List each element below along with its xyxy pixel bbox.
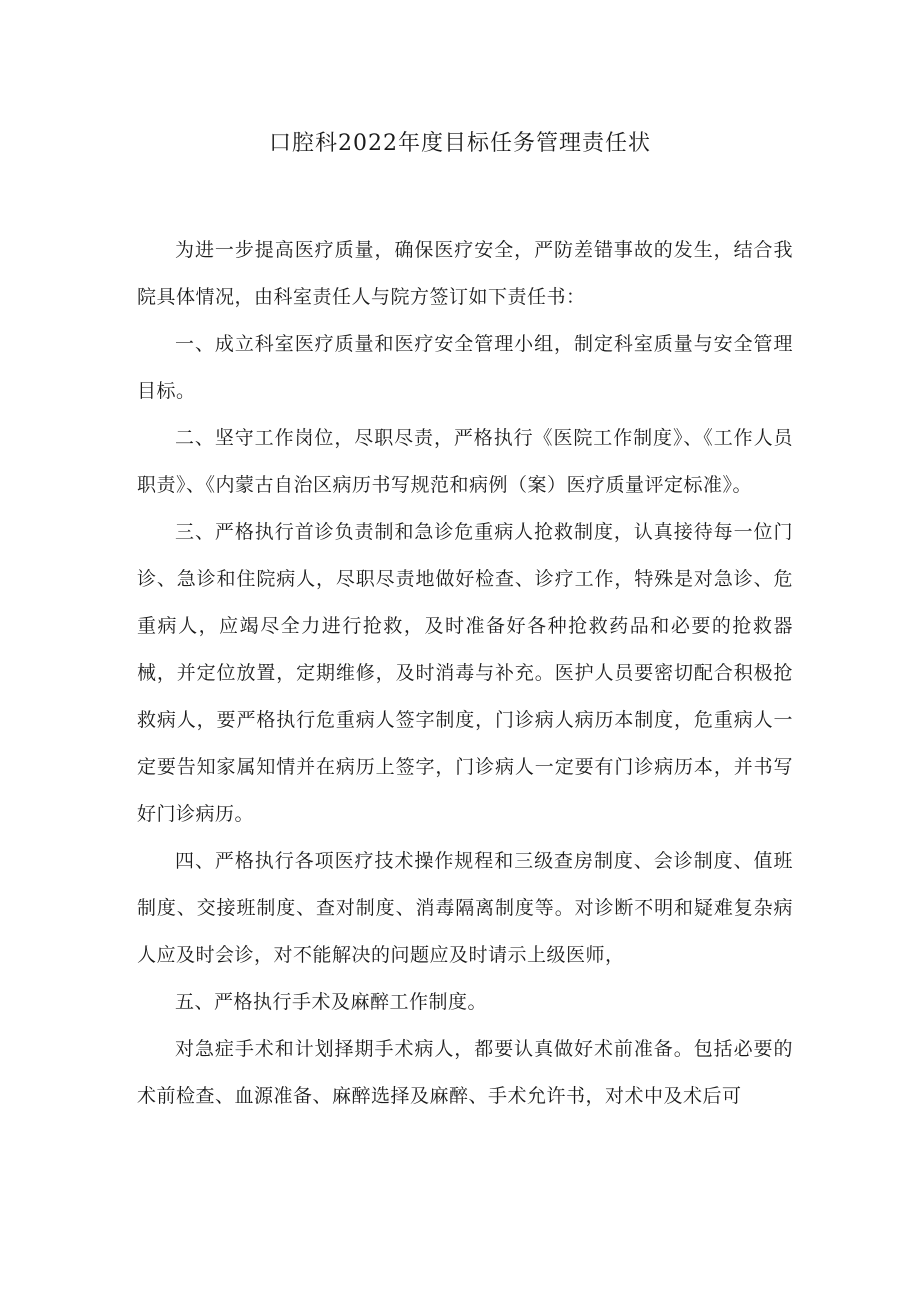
paragraph-intro: 为进一步提高医疗质量，确保医疗安全，严防差错事故的发生，结合我院具体情况，由科室责任人与院方签订如下责任书： xyxy=(137,239,793,308)
document-body xyxy=(137,227,793,1120)
paragraph-item-1: 一、成立科室医疗质量和医疗安全管理小组，制定科室质量与安全管理目标。 xyxy=(137,333,793,402)
paragraph-item-4: 四、严格执行各项医疗技术操作规程和三级查房制度、会诊制度、值班制度、交接班制度、查对制度、消毒隔离制度等。对诊断不明和疑难复杂病人应及时会诊，对不能解决的问题应及时请示上级医师， xyxy=(137,850,793,966)
paragraph-item-3: 三、严格执行首诊负责制和急诊危重病人抢救制度，认真接待每一位门诊、急诊和住院病人，尽职尽责地做好检查、诊疗工作，特殊是对急诊、危重病人，应竭尽全力进行抢救，及时准备好各种抢救药品和必要的抢救器械，并定位放置，定期维修，及时消毒与补充。医护人员要密切配合积极抢救病人，要严格执行危重病人签字制度，门诊病人病历本制度，危重病人一定要告知家属知情并在病历上签字，门诊病人一定要有门诊病历本，并书写好门诊病历。 xyxy=(137,521,793,825)
paragraph-item-2: 二、坚守工作岗位，尽职尽责，严格执行《医院工作制度》、《工作人员职责》、《内蒙古自治区病历书写规范和病例（案）医疗质量评定标准》。 xyxy=(137,427,793,496)
paragraph-item-5: 五、严格执行手术及麻醉工作制度。 xyxy=(175,991,488,1013)
document-title: 口腔科2022年度目标任务管理责任状 xyxy=(269,131,651,156)
paragraph-item-5-detail: 对急症手术和计划择期手术病人，都要认真做好术前准备。包括必要的术前检查、血源准备、麻醉选择及麻醉、手术允许书，对术中及术后可 xyxy=(137,1038,793,1107)
